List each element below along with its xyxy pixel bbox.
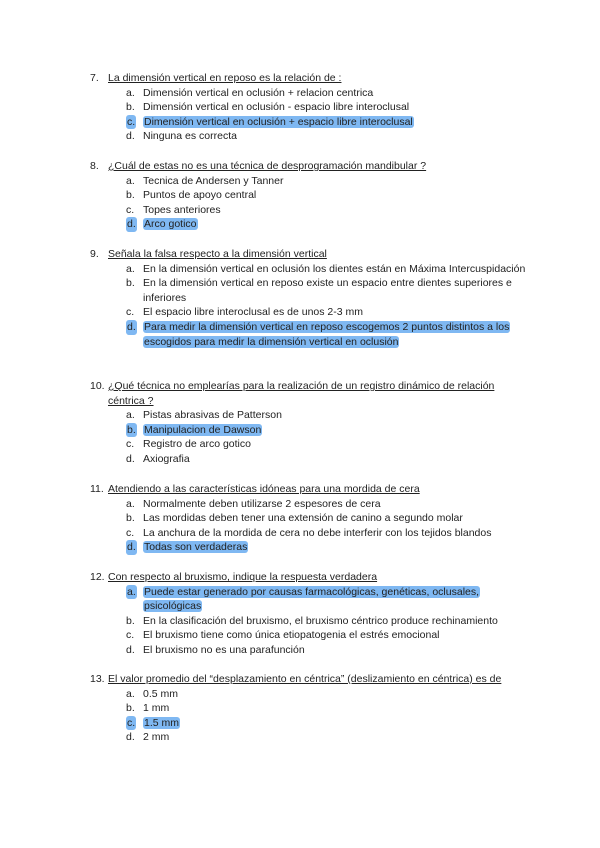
answer-option <box>90 408 530 423</box>
answer-option <box>90 526 530 541</box>
question-text: Señala la falsa respecto a la dimensión vertical <box>108 248 327 260</box>
option-text: Puede estar generado por causas farmacológicas, genéticas, oclusales, psicológicas <box>144 585 480 613</box>
option-letter: b. <box>127 423 136 436</box>
question-text: ¿Cuál de estas no es una técnica de desprogramación mandibular ? <box>108 160 427 172</box>
answer-option <box>90 86 530 101</box>
option-letter: d. <box>126 731 135 744</box>
answer-option <box>90 687 530 702</box>
question-number: 9. <box>90 248 99 260</box>
option-letter: a. <box>126 409 135 422</box>
option-text: Para medir la dimensión vertical en reposo escogemos 2 puntos distintos a los escogidos para medir la dimensión vertical en oclusión <box>144 320 510 348</box>
option-letter: a. <box>126 86 135 99</box>
option-text: El espacio libre interoclusal es de unos 2-3 mm <box>143 306 364 319</box>
question-heading <box>90 159 530 174</box>
option-letter: d. <box>126 452 135 465</box>
answer-option <box>90 452 530 467</box>
question-text: Atendiendo a las características idóneas para una mordida de cera <box>108 483 420 495</box>
answer-option <box>90 701 530 716</box>
question-heading <box>90 482 530 497</box>
option-letter: b. <box>126 101 135 114</box>
answer-options <box>90 408 530 466</box>
answer-option <box>90 437 530 452</box>
answer-option <box>90 497 530 512</box>
option-letter: c. <box>126 526 135 539</box>
option-letter: d. <box>127 541 136 554</box>
question-number: 7. <box>90 72 99 84</box>
answer-option <box>90 129 530 144</box>
answer-option <box>90 511 530 526</box>
question-10 <box>90 379 530 467</box>
answer-options <box>90 262 530 350</box>
option-text: Dimensión vertical en oclusión + relacion centrica <box>143 86 374 99</box>
answer-option <box>90 203 530 218</box>
option-letter: d. <box>126 643 135 656</box>
answer-options <box>90 174 530 232</box>
option-letter: c. <box>127 115 136 128</box>
question-heading <box>90 379 530 408</box>
question-heading <box>90 71 530 86</box>
option-text: Ninguna es correcta <box>143 130 237 143</box>
question-heading <box>90 570 530 585</box>
option-letter: b. <box>126 512 135 525</box>
question-number: 11. <box>90 483 104 495</box>
option-text: Axiografia <box>143 452 190 465</box>
option-letter: b. <box>126 614 135 627</box>
question-text: Con respecto al bruxismo, indique la respuesta verdadera <box>108 571 378 583</box>
option-letter: c. <box>127 716 136 729</box>
option-letter: c. <box>126 203 135 216</box>
option-letter: a. <box>126 497 135 510</box>
question-13 <box>90 672 530 745</box>
answer-options <box>90 86 530 144</box>
answer-options <box>90 585 530 658</box>
option-letter: c. <box>126 438 135 451</box>
option-text: Todas son verdaderas <box>144 541 248 554</box>
question-text: ¿Qué técnica no emplearías para la realización de un registro dinámico de relación céntrica ? <box>108 380 495 407</box>
question-number: 12. <box>90 571 105 583</box>
question-number: 13. <box>90 673 105 685</box>
answer-option-selected <box>90 217 530 232</box>
question-9 <box>90 247 530 349</box>
option-text: En la dimensión vertical en oclusión los dientes están en Máxima Intercuspidación <box>143 262 526 275</box>
answer-option-selected <box>90 540 530 555</box>
question-number: 10. <box>90 380 105 392</box>
question-heading <box>90 672 530 687</box>
question-text: La dimensión vertical en reposo es la relación de : <box>108 72 342 84</box>
question-text: El valor promedio del “desplazamiento en céntrica” (deslizamiento en céntrica) es de <box>108 673 502 685</box>
option-text: 2 mm <box>143 731 170 744</box>
answer-option <box>90 614 530 629</box>
question-12 <box>90 570 530 658</box>
option-text: En la dimensión vertical en reposo existe un espacio entre dientes superiores e inferiores <box>143 277 512 304</box>
option-text: 1 mm <box>143 702 170 715</box>
answer-option-selected <box>90 585 530 614</box>
option-letter: b. <box>126 702 135 715</box>
option-text: Dimensión vertical en oclusión + espacio libre interoclusal <box>144 115 413 128</box>
option-text: En la clasificación del bruxismo, el bruxismo céntrico produce rechinamiento <box>143 614 498 627</box>
option-text: Manipulacion de Dawson <box>144 423 262 436</box>
question-7 <box>90 71 530 144</box>
option-letter: a. <box>127 585 136 598</box>
answer-option <box>90 174 530 189</box>
answer-option <box>90 188 530 203</box>
answer-option-selected <box>90 320 530 349</box>
option-text: 1.5 mm <box>144 716 180 729</box>
question-11 <box>90 482 530 555</box>
answer-options <box>90 687 530 745</box>
answer-option <box>90 276 530 305</box>
answer-option <box>90 628 530 643</box>
answer-option <box>90 730 530 745</box>
answer-option-selected <box>90 115 530 130</box>
option-letter: a. <box>126 687 135 700</box>
option-text: Normalmente deben utilizarse 2 espesores de cera <box>143 497 381 510</box>
answer-option <box>90 100 530 115</box>
option-text: 0.5 mm <box>143 687 179 700</box>
option-text: La anchura de la mordida de cera no debe interferir con los tejidos blandos <box>143 526 492 539</box>
option-text: Topes anteriores <box>143 203 221 216</box>
option-text: Puntos de apoyo central <box>143 189 257 202</box>
question-heading <box>90 247 530 262</box>
option-letter: c. <box>126 629 135 642</box>
option-letter: d. <box>127 320 136 333</box>
option-text: El bruxismo tiene como única etiopatogenia el estrés emocional <box>143 629 440 642</box>
answer-option <box>90 305 530 320</box>
option-text: El bruxismo no es una parafunción <box>143 643 305 656</box>
option-text: Tecnica de Andersen y Tanner <box>143 174 284 187</box>
option-text: Dimensión vertical en oclusión - espacio libre interoclusal <box>143 101 410 114</box>
answer-option-selected <box>90 423 530 438</box>
answer-options <box>90 497 530 555</box>
option-letter: a. <box>126 262 135 275</box>
option-letter: a. <box>126 174 135 187</box>
option-letter: b. <box>126 189 135 202</box>
option-text: Las mordidas deben tener una extensión de canino a segundo molar <box>143 512 463 525</box>
option-letter: c. <box>126 306 135 319</box>
option-letter: d. <box>127 218 136 231</box>
option-text: Arco gotico <box>144 218 197 231</box>
question-8 <box>90 159 530 232</box>
answer-option <box>90 262 530 277</box>
answer-option <box>90 643 530 658</box>
option-text: Pistas abrasivas de Patterson <box>143 409 282 422</box>
option-text: Registro de arco gotico <box>143 438 251 451</box>
option-letter: b. <box>126 277 135 290</box>
option-letter: d. <box>126 130 135 143</box>
question-number: 8. <box>90 160 99 172</box>
answer-option-selected <box>90 716 530 731</box>
